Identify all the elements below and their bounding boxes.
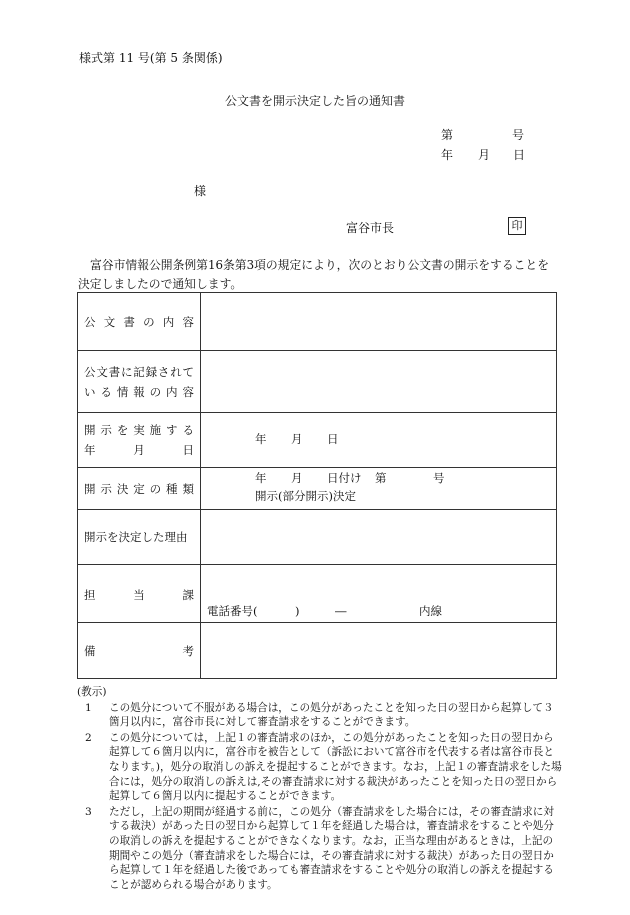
label-char: 容 bbox=[182, 314, 194, 329]
value-decision-type[interactable] bbox=[201, 468, 557, 510]
label-reason bbox=[78, 510, 201, 565]
val-decision-kind: 開示(部分開示)決定 bbox=[255, 489, 356, 503]
val-extension: 内線 bbox=[419, 604, 442, 618]
label-text: 開示を決定した理由 bbox=[84, 530, 188, 544]
val-dated: 日付け bbox=[327, 471, 362, 485]
label-spread bbox=[84, 314, 200, 330]
label-char: 示 bbox=[100, 481, 112, 496]
label-char: 種 bbox=[166, 481, 178, 496]
label-line2 bbox=[84, 440, 200, 460]
label-line1 bbox=[84, 362, 200, 382]
label-char: 文 bbox=[96, 364, 108, 379]
value-document-content[interactable] bbox=[201, 293, 557, 351]
table-row bbox=[78, 510, 557, 565]
label-char: い bbox=[84, 384, 96, 399]
disclosure-table bbox=[77, 292, 557, 679]
value-department[interactable] bbox=[201, 565, 557, 623]
label-char: て bbox=[182, 364, 194, 379]
label-char: 当 bbox=[133, 588, 145, 602]
list-item bbox=[77, 701, 563, 730]
form-number: 様式第 11 号(第 5 条関係) bbox=[79, 51, 223, 65]
label-char: す bbox=[166, 423, 178, 437]
label-char: 類 bbox=[182, 481, 194, 496]
date-day: 日 bbox=[513, 148, 526, 162]
label-char: の bbox=[149, 481, 162, 496]
date-year: 年 bbox=[441, 148, 454, 162]
note-number: 2 bbox=[85, 731, 92, 744]
val-day: 日 bbox=[327, 432, 339, 446]
table-row bbox=[78, 351, 557, 413]
value-disclosure-date[interactable] bbox=[201, 413, 557, 468]
val-phone-label: 電話番号( bbox=[207, 604, 258, 618]
table-row bbox=[78, 293, 557, 351]
label-char: 月 bbox=[133, 443, 145, 457]
label-char: 開 bbox=[84, 423, 96, 437]
label-char: 実 bbox=[133, 423, 145, 437]
label-char: 情 bbox=[116, 384, 129, 399]
val-month: 月 bbox=[291, 432, 303, 446]
table-row bbox=[78, 623, 557, 679]
label-char: 公 bbox=[84, 314, 96, 329]
note-text: この処分について不服がある場合は，この処分があったことを知った日の翌日から起算して３箇月以内に，富谷市長に対して審査請求をすることができます。 bbox=[109, 701, 554, 729]
label-char: 課 bbox=[182, 588, 194, 602]
val-year: 年 bbox=[255, 471, 267, 485]
label-char: 考 bbox=[182, 643, 194, 658]
label-char: 年 bbox=[84, 443, 96, 457]
label-char: る bbox=[100, 384, 112, 399]
issuer-name: 富谷市長 bbox=[346, 221, 395, 235]
label-char: 担 bbox=[84, 588, 96, 602]
number-dai: 第 bbox=[441, 128, 454, 142]
label-char: 報 bbox=[133, 384, 145, 399]
document-title: 公文書を開示決定した旨の通知書 bbox=[224, 94, 405, 108]
val-dai: 第 bbox=[375, 471, 387, 485]
note-number: 1 bbox=[85, 701, 92, 714]
label-spread bbox=[84, 481, 200, 497]
label-char: 書 bbox=[123, 314, 135, 329]
label-line1 bbox=[84, 420, 200, 440]
label-char: 容 bbox=[182, 384, 194, 399]
label-char: 内 bbox=[166, 384, 178, 399]
list-item bbox=[77, 805, 563, 893]
label-spread bbox=[84, 643, 200, 659]
value-reason[interactable] bbox=[201, 510, 557, 565]
label-char: 録 bbox=[145, 364, 158, 379]
value-recorded-info[interactable] bbox=[201, 351, 557, 413]
label-char: 記 bbox=[133, 364, 145, 379]
instructions-heading: (教示) bbox=[77, 686, 107, 698]
instructions bbox=[77, 685, 563, 892]
date-month: 月 bbox=[478, 148, 491, 162]
table-row bbox=[78, 468, 557, 510]
label-char: 定 bbox=[133, 481, 145, 496]
label-char: に bbox=[120, 364, 133, 379]
note-number: 3 bbox=[85, 805, 92, 818]
val-go: 号 bbox=[433, 471, 445, 485]
val-phone-close: ) bbox=[295, 604, 300, 618]
label-char: れ bbox=[170, 364, 182, 379]
label-char: さ bbox=[157, 364, 170, 379]
seal-mark: 印 bbox=[508, 217, 526, 235]
table-row bbox=[78, 565, 557, 623]
intro-text: 富谷市情報公開条例第16条第3項の規定により，次のとおり公文書の開示をすることを決定しましたので通知します。 bbox=[78, 258, 550, 291]
label-remarks bbox=[78, 623, 201, 679]
label-decision-type bbox=[78, 468, 201, 510]
val-month: 月 bbox=[291, 471, 303, 485]
label-recorded-info bbox=[78, 351, 201, 413]
label-document-content bbox=[78, 293, 201, 351]
value-remarks[interactable] bbox=[201, 623, 557, 679]
label-char: 文 bbox=[103, 314, 116, 329]
recipient-suffix: 様 bbox=[194, 184, 207, 198]
label-char: 施 bbox=[149, 423, 162, 437]
label-char: 示 bbox=[100, 423, 112, 437]
note-text: この処分については，上記１の審査請求のほか，この処分があったことを知った日の翌日から起算して６箇月以内に，富谷市を被告として（訴訟において富谷市を代表する者は富谷市長となります。)，処分の取消しの訴えを提起することができます。なお，上記１の審査請求をした場合には，処分の取消しの訴えは,その審査請求に対する裁決があったことを知った日の翌日から起算して６箇月以内に提起することができます。 bbox=[109, 731, 562, 803]
note-text: ただし，上記の期間が経過する前に，この処分（審査請求をした場合には，その審査請求に対する裁決）があった日の翌日から起算して１年を経過した場合は，審査請求をすることや処分の取消しの訴えを提起することができなくなります。なお，正当な理由があるときは，上記の期間やこの処分（審査請求をした場合には，その審査請求に対する裁決）があった日の翌日から起算して１年を経過した後であっても審査請求をすることや処分の取消しの訴えを提起することが認められる場合があります。 bbox=[109, 805, 554, 891]
label-char: を bbox=[116, 423, 129, 437]
table-row bbox=[78, 413, 557, 468]
label-char: 書 bbox=[108, 364, 121, 379]
label-char: 決 bbox=[116, 481, 129, 496]
val-year: 年 bbox=[255, 432, 267, 446]
number-go: 号 bbox=[512, 128, 525, 142]
label-char: る bbox=[182, 423, 194, 437]
label-char: の bbox=[143, 314, 155, 329]
label-line2 bbox=[84, 382, 200, 402]
label-char: 備 bbox=[84, 643, 96, 658]
label-char: 日 bbox=[182, 443, 194, 457]
label-char: 公 bbox=[84, 364, 96, 379]
list-item bbox=[77, 731, 563, 804]
label-char: 開 bbox=[84, 481, 96, 496]
label-char: 内 bbox=[162, 314, 175, 329]
val-dash: ― bbox=[335, 604, 347, 618]
label-disclosure-date bbox=[78, 413, 201, 468]
label-department bbox=[78, 565, 201, 623]
label-char: の bbox=[149, 384, 162, 399]
label-spread bbox=[84, 587, 200, 603]
